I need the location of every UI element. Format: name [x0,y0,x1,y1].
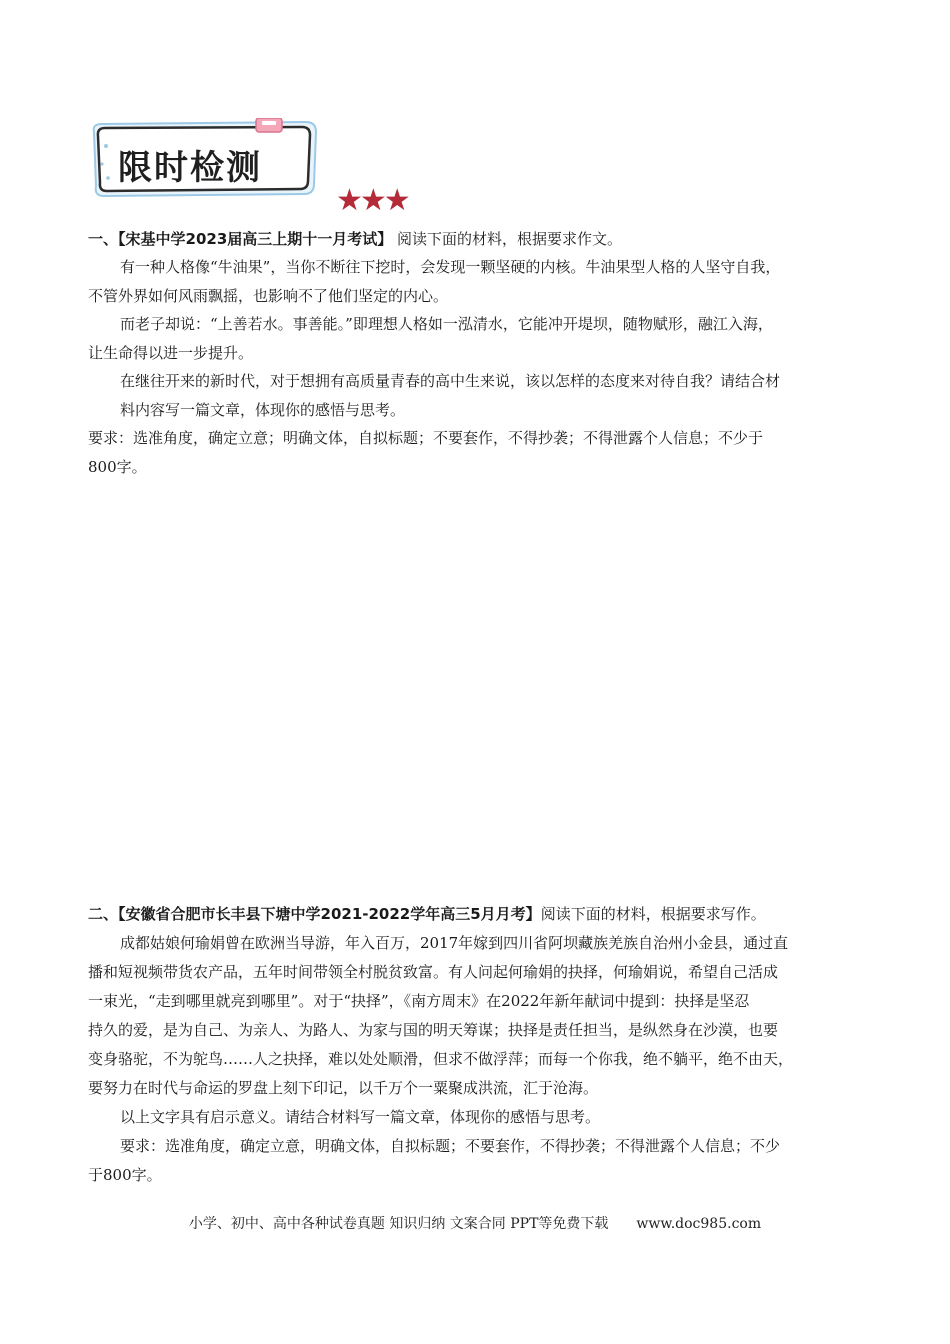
footer-site-link[interactable]: www.doc985.com [636,1216,762,1232]
paragraph-line: 不管外界如何风雨飘摇，也影响不了他们坚定的内心。 [88,287,449,305]
question-1-source: 【宋基中学2023届高三上期十一月考试】 [118,230,393,248]
paragraph-line: 料内容写一篇文章，体现你的感悟与思考。 [120,401,406,419]
banner-title: 限时检测 [118,148,262,188]
paragraph-line: 让生命得以进一步提升。 [88,344,254,362]
paragraph-line: 一束光，“走到哪里就亮到哪里”。对于“抉择”，《南方周末》在2022年新年献词中提到：抉择是坚忍 [88,992,750,1010]
paragraph-line: 而老子却说：“上善若水。事善能。”即理想人格如一泓清水，它能冲开堤坝，随物赋形，融江入海， [120,315,773,333]
question-1-instruction: 阅读下面的材料，根据要求作文。 [397,230,623,248]
footer-text: 小学、初中、高中各种试卷真题 知识归纳 文案合同 PPT等免费下载 [188,1216,609,1232]
difficulty-stars: ★★★ [336,183,408,218]
question-2-source: 【安徽省合肥市长丰县下塘中学2021-2022学年高三5月月考】 [118,905,541,923]
requirement-line: 800字。 [88,458,147,476]
page-footer [0,1213,950,1233]
paragraph-line: 有一种人格像“牛油果”，当你不断往下挖时，会发现一颗坚硬的内核。牛油果型人格的人坚守自我， [120,258,781,276]
paragraph-line: 以上文字具有启示意义。请结合材料写一篇文章，体现你的感悟与思考。 [120,1108,601,1126]
question-2-number: 二、 [88,905,119,923]
section-banner [88,118,320,198]
paragraph-line: 成都姑娘何瑜娟曾在欧洲当导游，年入百万，2017年嫁到四川省阿坝藏族羌族自治州小金县，通过直 [120,934,789,952]
question-2-heading [88,903,766,924]
question-2-instruction: 阅读下面的材料，根据要求写作。 [540,905,766,923]
question-1-number: 一、 [88,230,119,248]
question-1-heading [88,228,622,249]
requirement-line: 于800字。 [88,1166,162,1184]
requirement-line: 要求：选准角度，确定立意；明确文体，自拟标题；不要套作，不得抄袭；不得泄露个人信息；不少于 [88,429,764,447]
paragraph-line: 播和短视频带货农产品，五年时间带领全村脱贫致富。有人问起何瑜娟的抉择，何瑜娟说，希望自己活成 [88,963,779,981]
paragraph-line: 要努力在时代与命运的罗盘上刻下印记，以千万个一粟聚成洪流，汇于沧海。 [88,1079,599,1097]
paragraph-line: 持久的爱，是为自己、为亲人、为路人、为家与国的明天筹谋；抉择是责任担当，是纵然身在沙漠，也要 [88,1021,779,1039]
paragraph-line: 在继往开来的新时代，对于想拥有高质量青春的高中生来说，该以怎样的态度来对待自我？请结合材 [120,372,781,390]
requirement-line: 要求：选准角度，确定立意，明确文体，自拟标题；不要套作，不得抄袭；不得泄露个人信息；不少 [120,1137,781,1155]
paragraph-line: 变身骆驼，不为鸵鸟……人之抉择，难以处处顺滑，但求不做浮萍；而每一个你我，绝不躺平，绝不由天， [88,1050,794,1068]
